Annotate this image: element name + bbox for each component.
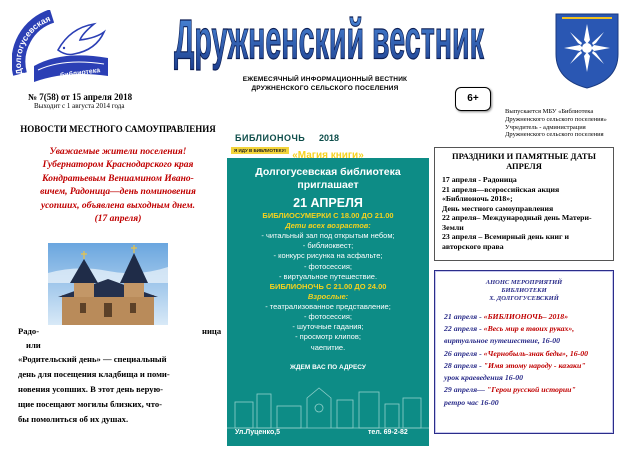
poster-theme: «Магия книги»	[292, 150, 364, 161]
poster-date: 21 АПРЕЛЯ	[293, 196, 363, 210]
masthead-title	[170, 10, 488, 72]
church-image	[48, 243, 168, 325]
events-list: 21 апреля - «БИБЛИОНОЧЬ– 2018» 22 апреля - «Весь мир в твоих руках», виртуальное путешествие, 16-00 26 апреля - «Чернобыль-знак беды», 16-00 28 апреля - "Имя этому народу - казаки" урок краеведения 16-00 29 апреля— "Герои русской истории" ретро час 16-00	[444, 311, 612, 409]
poster-address: Ул.Луценко,5	[235, 429, 281, 436]
poster-session1: БИБЛИОСУМЕРКИ С 18.00 ДО 21.00	[262, 211, 394, 220]
events-title: АНОНС МЕРОПРИЯТИЙ БИБЛИОТЕКИ Х. ДОЛГОГУСЕВСКИЙ	[485, 279, 563, 302]
poster-program: Дети всех возрастов: - читальный зал под открытым небом; - библиоквест; - конкурс рисунка на асфальте; - фотосессия; - виртуальное путешествие. БИБЛИОНОЧЬ С 21.00 ДО 24.00 Взрослые: - театрализованное представление; - фотосессия; - шуточные гадания; - просмотр клипов; чаепитие.	[261, 221, 395, 352]
poster-tag: Я ИДУ В БИБЛИОТЕКУ!	[231, 147, 289, 154]
library-logo	[12, 10, 120, 92]
dove-icon	[58, 24, 104, 55]
event-item: 26 апреля - «Чернобыль-знак беды», 16-00	[444, 348, 589, 358]
event-item: 21 апреля - «БИБЛИОНОЧЬ– 2018»	[444, 312, 569, 321]
holidays-box	[434, 147, 614, 261]
issue-since: Выходит с 1 августа 2014 года	[34, 102, 125, 110]
poster-invitation: Долгогусевская библиотека приглашает	[255, 166, 401, 191]
holidays-title: ПРАЗДНИКИ И ПАМЯТНЫЕ ДАТЫ АПРЕЛЯ	[452, 151, 596, 172]
ili-text: или	[26, 340, 41, 350]
nica-text: ница	[202, 326, 222, 336]
events-box	[434, 270, 614, 434]
holidays-list: 17 апреля - Радоница 21 апреля—всероссийская акция «Библионочь 2018»; День местного самоуправления 22 апреля– Международный день Матери- Земли 23 апреля – Всемирный день книг и авторского права	[442, 175, 592, 251]
coat-of-arms-icon	[552, 10, 622, 90]
poster-brand: БИБЛИОНОЧЬ	[235, 133, 306, 143]
issue-number: № 7(58) от 15 апреля 2018	[28, 92, 133, 102]
city-silhouette-icon	[227, 372, 429, 432]
rado-text: Радо-	[18, 326, 40, 336]
event-item: 28 апреля - "Имя этому народу - казаки"	[444, 360, 586, 370]
event-item: 22 апреля - «Весь мир в твоих руках»,	[444, 324, 575, 334]
publisher-info: Выпускается МБУ «Библиотека Дружненского сельского поселения» Учредитель - администрация Дружненского сельского поселения	[505, 108, 607, 139]
svg-text:Дружненский вестник: Дружненский вестник	[174, 10, 485, 71]
poster-year: 2018	[319, 133, 340, 143]
biblionight-poster	[227, 128, 429, 446]
logo-arc-text: Долгогусевская	[12, 13, 52, 76]
event-item: 29 апреля— "Герои русской истории"	[444, 385, 576, 395]
poster-phone: тел. 69-2-82	[368, 429, 408, 436]
news-section-title: НОВОСТИ МЕСТНОГО САМОУПРАВЛЕНИЯ	[20, 124, 216, 134]
age-rating-badge: 6+	[455, 87, 491, 111]
parents-day-paragraph: «Родительский день» — специальный день для посещения кладбища и поми- новения усопших. В этот день верую- щие посещают могилы близких, что- бы помолиться об их душах.	[18, 354, 170, 425]
poster-footer: ЖДЕМ ВАС ПО АДРЕСУ	[290, 364, 366, 371]
masthead-subtitle: ЕЖЕМЕСЯЧНЫЙ ИНФОРМАЦИОННЫЙ ВЕСТНИК ДРУЖНЕНСКОГО СЕЛЬСКОГО ПОСЕЛЕНИЯ	[242, 76, 408, 92]
logo-book-text: библиотека	[59, 67, 101, 80]
radonitsa-announcement: Уважаемые жители поселения! Губернатором Краснодарского края Кондратьевым Вениамином Ивано- вичем, Радоница—день поминовения усопших, объявлена выходным днем. (17 апреля)	[40, 147, 196, 225]
